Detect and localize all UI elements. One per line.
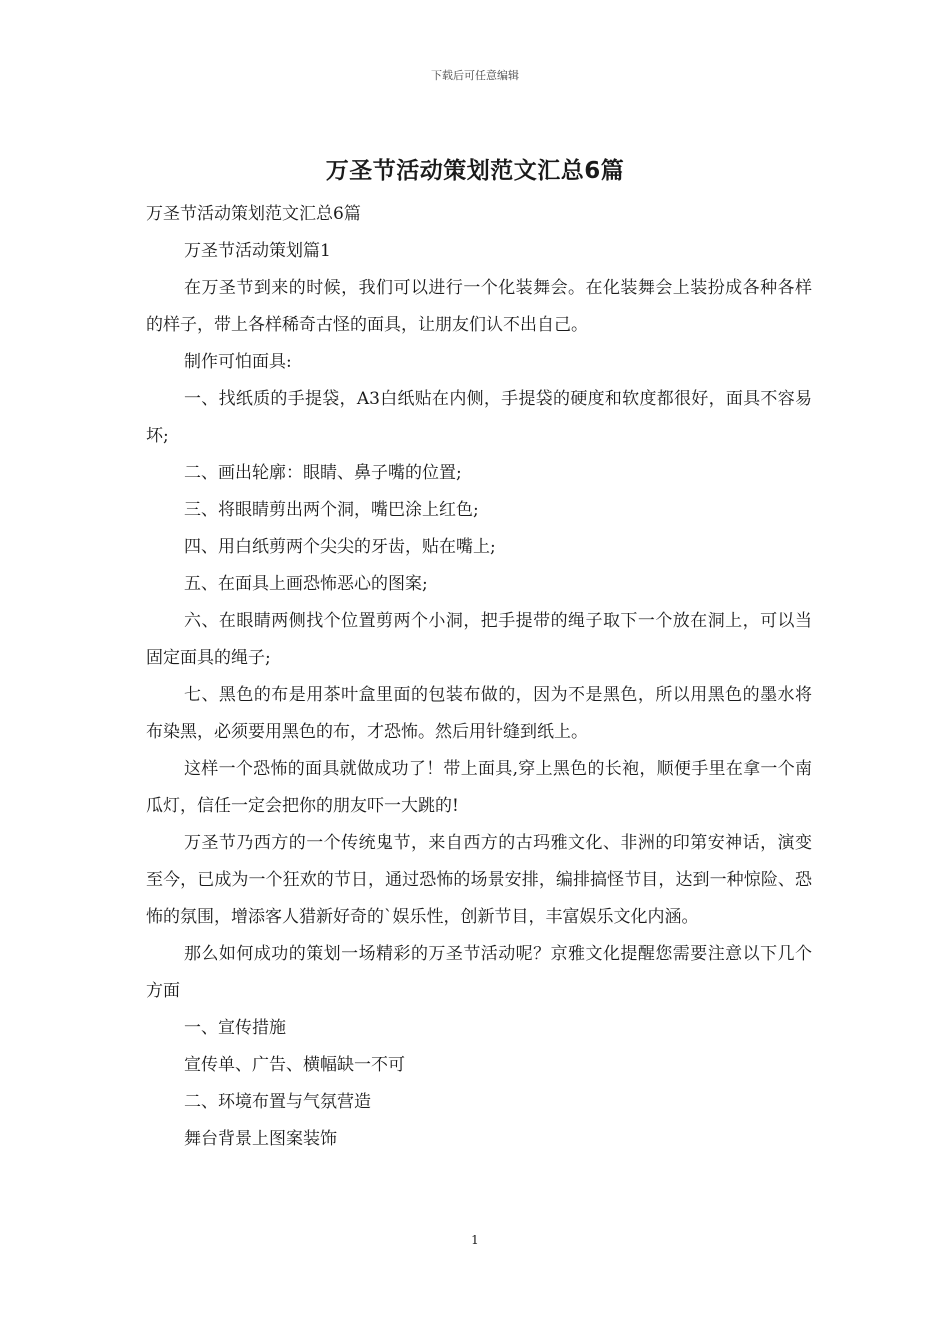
paragraph: 二、环境布置与气氛营造 [184, 1092, 371, 1112]
paragraph: 七、黑色的布是用茶叶盒里面的包装布做的，因为不是黑色，所以用黑色的墨水将布染黑，必须要用黑色的布，才恐怖。然后用针缝到纸上。 [146, 685, 812, 742]
paragraph: 制作可怕面具: [184, 352, 292, 372]
paragraph: 六、在眼睛两侧找个位置剪两个小洞，把手提带的绳子取下一个放在洞上，可以当固定面具的绳子; [146, 611, 812, 668]
paragraph: 三、将眼睛剪出两个洞，嘴巴涂上红色; [184, 500, 479, 520]
paragraph: 那么如何成功的策划一场精彩的万圣节活动呢？京雅文化提醒您需要注意以下几个方面 [146, 944, 812, 1001]
paragraph: 五、在面具上画恐怖恶心的图案; [184, 574, 428, 594]
paragraph: 一、找纸质的手提袋，A3白纸贴在内侧，手提袋的硬度和软度都很好，面具不容易坏; [146, 389, 812, 446]
paragraph: 舞台背景上图案装饰 [184, 1129, 337, 1149]
document-body [146, 196, 812, 1158]
header-note: 下载后可任意编辑 [431, 69, 519, 82]
paragraph: 二、画出轮廓：眼睛、鼻子嘴的位置; [184, 463, 462, 483]
document-title: 万圣节活动策划范文汇总6篇 [325, 158, 625, 184]
paragraph: 万圣节活动策划范文汇总6篇 [146, 204, 361, 224]
paragraph: 四、用白纸剪两个尖尖的牙齿，贴在嘴上; [184, 537, 496, 557]
page-number: 1 [471, 1233, 479, 1247]
paragraph: 万圣节乃西方的一个传统鬼节，来自西方的古玛雅文化、非洲的印第安神话，演变至今，已成为一个狂欢的节日，通过恐怖的场景安排，编排搞怪节目，达到一种惊险、恐怖的氛围，增添客人猎新好奇的`娱乐性，创新节目，丰富娱乐文化内涵。 [146, 833, 812, 927]
paragraph: 这样一个恐怖的面具就做成功了！带上面具,穿上黑色的长袍，顺便手里在拿一个南瓜灯，信任一定会把你的朋友吓一大跳的! [146, 759, 812, 816]
paragraph: 在万圣节到来的时候，我们可以进行一个化装舞会。在化装舞会上装扮成各种各样的样子，带上各样稀奇古怪的面具，让朋友们认不出自己。 [146, 278, 812, 335]
paragraph: 宣传单、广告、横幅缺一不可 [184, 1055, 405, 1075]
paragraph: 万圣节活动策划篇1 [184, 241, 331, 261]
paragraph: 一、宣传措施 [184, 1018, 286, 1038]
